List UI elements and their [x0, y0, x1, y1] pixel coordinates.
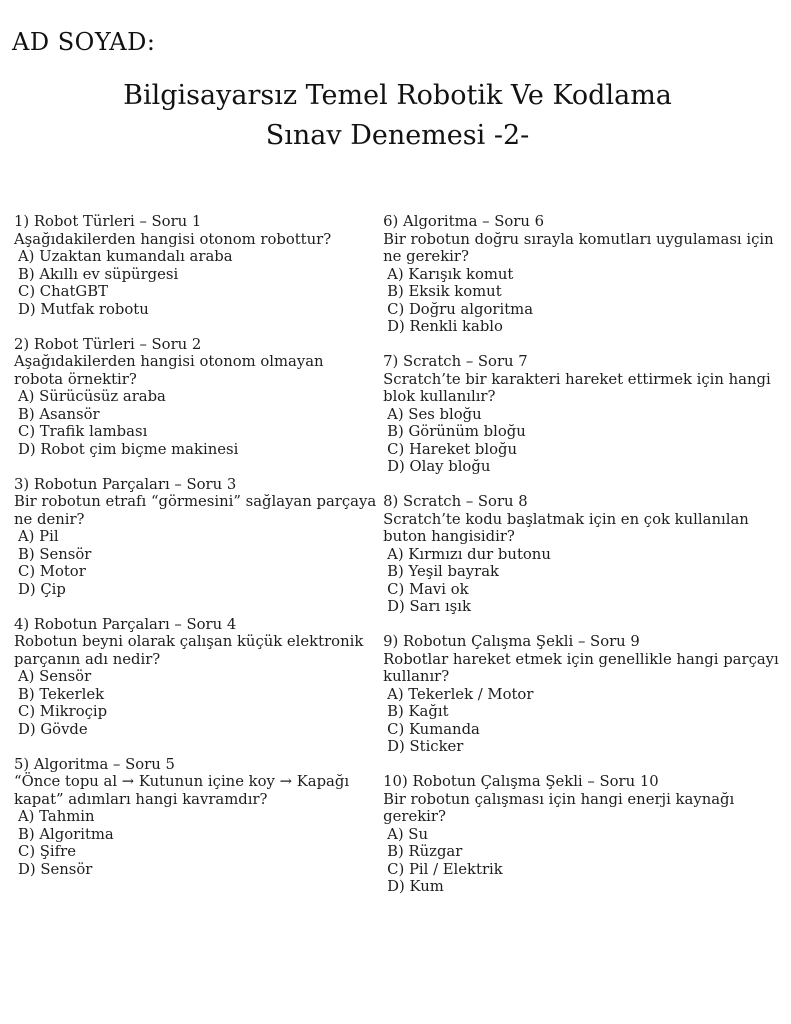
question-text: Scratch’te kodu başlatmak için en çok kullanılan buton hangisidir? — [383, 510, 749, 545]
question-block-1 — [14, 213, 377, 318]
answer-option: D) Gövde — [18, 720, 88, 738]
question-text: Bir robotun etrafı “görmesini” sağlayan parçaya ne denir? — [14, 493, 377, 528]
answer-option: D) Sarı ışık — [387, 598, 471, 615]
exam-title-line2: Sınav Denemesi -2- — [265, 120, 530, 151]
answer-option: B) Görünüm bloğu — [387, 423, 526, 440]
answer-option: D) Sticker — [387, 738, 464, 755]
answer-option: D) Renkli kablo — [387, 318, 503, 335]
answer-option: A) Su — [387, 825, 428, 843]
question-heading: 4) Robotun Parçaları – Soru 4 — [14, 615, 237, 633]
question-text: Aşağıdakilerden hangisi otonom robottur? — [14, 230, 332, 248]
answer-option: C) Mikroçip — [18, 703, 108, 720]
exam-title — [12, 76, 783, 156]
question-text: Bir robotun doğru sırayla komutları uygulaması için ne gerekir? — [383, 230, 774, 265]
answer-option: D) Kum — [387, 878, 444, 895]
question-block-2 — [14, 336, 377, 459]
answer-option: A) Tahmin — [18, 808, 95, 825]
answer-option: D) Mutfak robotu — [18, 300, 149, 318]
question-text: Aşağıdakilerden hangisi otonom olmayan robota örnektir? — [14, 353, 324, 388]
question-heading: 3) Robotun Parçaları – Soru 3 — [14, 475, 237, 493]
answer-option: A) Kırmızı dur butonu — [387, 545, 551, 563]
question-heading: 9) Robotun Çalışma Şekli – Soru 9 — [383, 633, 640, 650]
answer-option: D) Robot çim biçme makinesi — [18, 440, 239, 458]
answer-option: C) Hareket bloğu — [387, 440, 517, 458]
answer-option: D) Olay bloğu — [387, 458, 491, 475]
question-text: Robotun beyni olarak çalışan küçük elektronik parçanın adı nedir? — [14, 633, 364, 668]
question-text: Scratch’te bir karakteri hareket ettirmek için hangi blok kullanılır? — [383, 370, 771, 405]
question-block-6 — [383, 213, 783, 336]
questions-columns — [12, 213, 783, 913]
answer-option: A) Tekerlek / Motor — [387, 685, 534, 703]
question-heading: 10) Robotun Çalışma Şekli – Soru 10 — [383, 773, 659, 790]
answer-option: C) Motor — [18, 563, 86, 580]
answer-option: A) Karışık komut — [387, 265, 514, 283]
answer-option: C) Mavi ok — [387, 580, 469, 598]
answer-option: B) Rüzgar — [387, 843, 463, 860]
name-field-label: AD SOYAD: — [12, 28, 156, 56]
answer-option: B) Yeşil bayrak — [387, 563, 500, 580]
answer-option: B) Asansör — [18, 405, 100, 423]
question-block-4 — [14, 616, 377, 739]
question-block-7 — [383, 353, 783, 476]
questions-column-right — [383, 213, 783, 913]
question-text: Bir robotun çalışması için hangi enerji kaynağı gerekir? — [383, 790, 735, 825]
question-text: “Önce topu al → Kutunun içine koy → Kapağı kapat” adımları hangi kavramdır? — [14, 773, 350, 808]
answer-option: A) Sensör — [18, 668, 92, 685]
answer-option: A) Sürücüsüz araba — [18, 388, 166, 405]
question-block-9 — [383, 633, 783, 756]
question-heading: 5) Algoritma – Soru 5 — [14, 755, 175, 773]
question-block-5 — [14, 756, 377, 879]
question-block-3 — [14, 476, 377, 599]
answer-option: C) Kumanda — [387, 720, 480, 738]
question-heading: 2) Robot Türleri – Soru 2 — [14, 335, 202, 353]
answer-option: B) Akıllı ev süpürgesi — [18, 265, 179, 283]
answer-option: B) Sensör — [18, 545, 92, 563]
answer-option: D) Sensör — [18, 860, 93, 878]
answer-option: A) Ses bloğu — [387, 405, 482, 423]
question-heading: 8) Scratch – Soru 8 — [383, 493, 528, 510]
answer-option: C) Şifre — [18, 843, 76, 860]
answer-option: C) Pil / Elektrik — [387, 860, 503, 878]
answer-option: B) Tekerlek — [18, 685, 105, 703]
question-block-8 — [383, 493, 783, 616]
answer-option: A) Pil — [18, 528, 59, 545]
answer-option: C) Trafik lambası — [18, 423, 148, 440]
answer-option: C) ChatGBT — [18, 283, 108, 300]
answer-option: B) Algoritma — [18, 825, 114, 843]
answer-option: D) Çip — [18, 580, 66, 598]
question-text: Robotlar hareket etmek için genellikle hangi parçayı kullanır? — [383, 650, 779, 685]
answer-option: C) Doğru algoritma — [387, 300, 534, 318]
question-heading: 1) Robot Türleri – Soru 1 — [14, 213, 202, 230]
question-heading: 6) Algoritma – Soru 6 — [383, 213, 545, 230]
exam-title-line1: Bilgisayarsız Temel Robotik Ve Kodlama — [123, 80, 672, 111]
answer-option: B) Eksik komut — [387, 283, 502, 300]
answer-option: B) Kağıt — [387, 703, 449, 720]
answer-option: A) Uzaktan kumandalı araba — [18, 248, 233, 265]
question-heading: 7) Scratch – Soru 7 — [383, 353, 528, 370]
questions-column-left — [12, 213, 377, 896]
question-block-10 — [383, 773, 783, 896]
